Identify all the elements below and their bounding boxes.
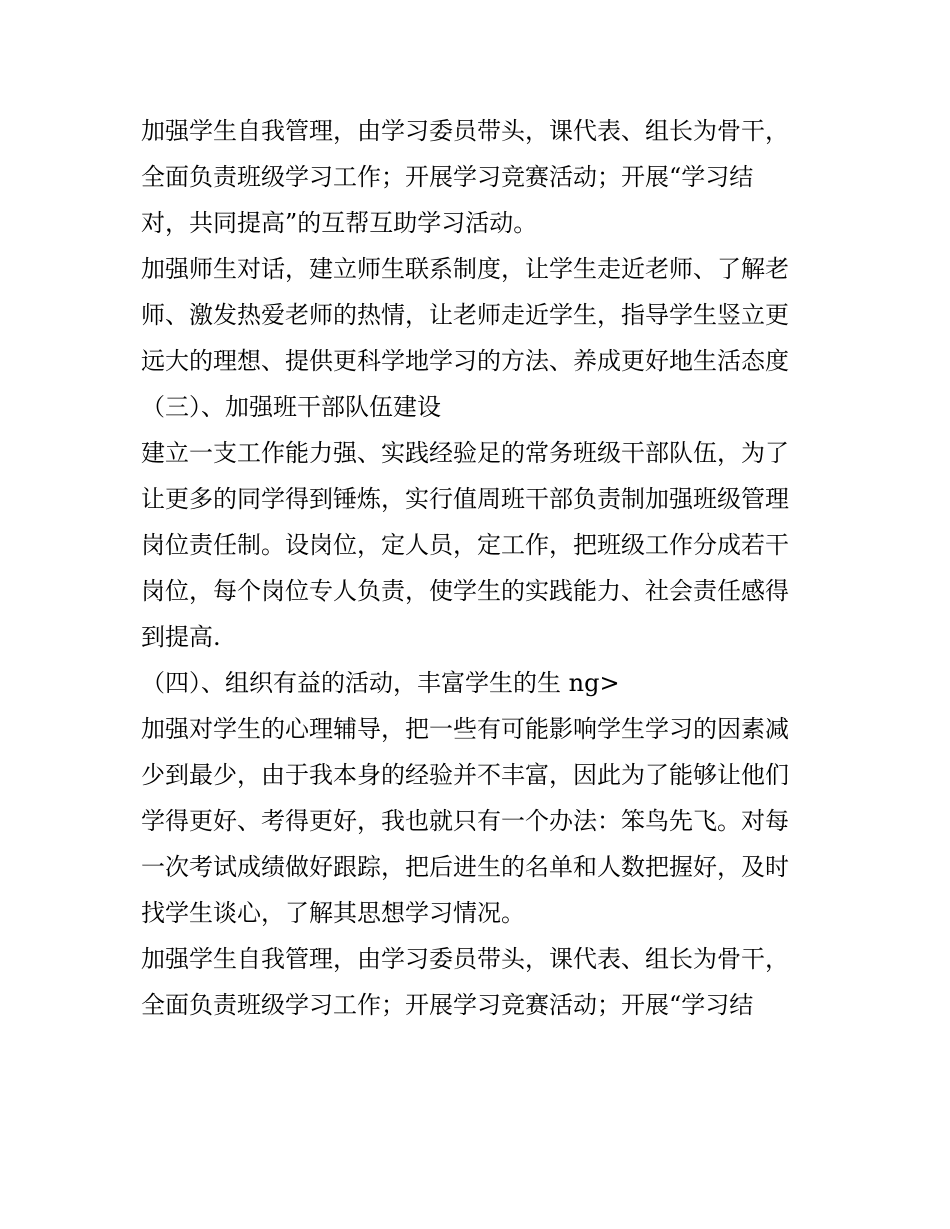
paragraph1-line2: 全面负责班级学习工作；开展学习竞赛活动；开展“学习结 <box>141 163 754 191</box>
paragraph4-line3: 学得更好、考得更好，我也就只有一个办法：笨鸟先飞。对每 <box>141 807 789 835</box>
paragraph1-line1: 加强学生自我管理，由学习委员带头，课代表、组长为骨干， <box>141 117 789 145</box>
section-heading-3: （三）、加强班干部队伍建设 <box>141 393 441 421</box>
paragraph4-line4: 一次考试成绩做好跟踪，把后进生的名单和人数把握好，及时 <box>141 853 789 881</box>
paragraph5-line2: 全面负责班级学习工作；开展学习竞赛活动；开展“学习结 <box>141 991 754 1019</box>
paragraph4-line2: 少到最少，由于我本身的经验并不丰富，因此为了能够让他们 <box>141 761 789 789</box>
paragraph3-line1: 建立一支工作能力强、实践经验足的常务班级干部队伍，为了 <box>141 439 789 467</box>
paragraph2-line3: 远大的理想、提供更科学地学习的方法、养成更好地生活态度 <box>141 347 789 375</box>
paragraph3-line5: 到提高. <box>141 623 221 651</box>
paragraph3-line2: 让更多的同学得到锤炼，实行值周班干部负责制加强班级管理 <box>141 485 789 513</box>
paragraph3-line4: 岗位，每个岗位专人负责，使学生的实践能力、社会责任感得 <box>141 577 789 605</box>
paragraph5-line1: 加强学生自我管理，由学习委员带头，课代表、组长为骨干， <box>141 945 789 973</box>
paragraph4-line5: 找学生谈心，了解其思想学习情况。 <box>141 899 525 927</box>
section-heading-4: （四）、组织有益的活动，丰富学生的生 ng> <box>141 669 620 697</box>
paragraph3-line3: 岗位责任制。设岗位，定人员，定工作，把班级工作分成若干 <box>141 531 789 559</box>
paragraph2-line1: 加强师生对话，建立师生联系制度，让学生走近老师、了解老 <box>141 255 789 283</box>
paragraph1-line3: 对，共同提高”的互帮互助学习活动。 <box>141 209 538 237</box>
paragraph2-line2: 师、激发热爱老师的热情，让老师走近学生，指导学生竖立更 <box>141 301 789 329</box>
paragraph4-line1: 加强对学生的心理辅导，把一些有可能影响学生学习的因素减 <box>141 715 789 743</box>
document-body <box>141 108 821 1028</box>
